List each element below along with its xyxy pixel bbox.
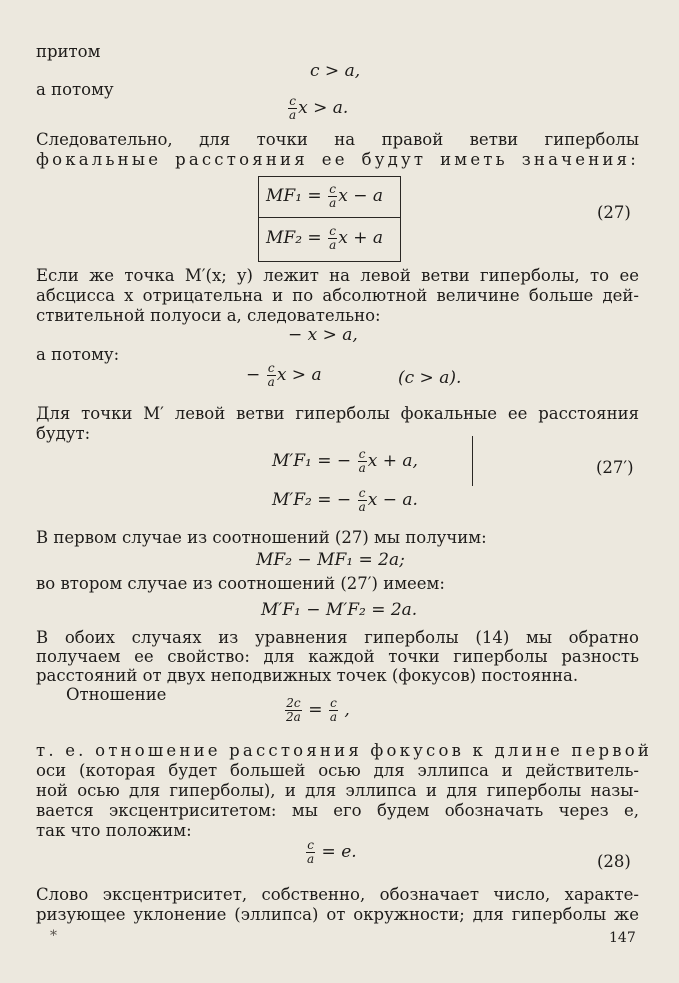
formula-mf1: MF₁ = $\frac{c}{a}$ x − a [266,182,384,210]
star-mark: * [50,928,57,944]
formula-ca-x-gt-a: $\frac{c}{a}$ x > a. [289,94,349,122]
text-line: В первом случае из соотношений (27) мы получим: [36,528,487,547]
text-line: т. е. отношение расстояния фокусов к длине первой [36,741,653,760]
text-line: абсцисса x отрицательна и по абсолютной величине больше дей- [36,286,639,305]
text-line: Для точки M′ левой ветви гиперболы фокальные ее расстояния [36,404,639,423]
formula-mpf2: M′F₂ = − $\frac{c}{a}$ x − a. [272,486,418,514]
formula-diff-2: M′F₁ − M′F₂ = 2a. [261,600,418,620]
brace-mark [466,436,473,486]
formula-neg-ca-x-gt-a: − $\frac{c}{a}$ x > a [246,361,322,389]
equation-number: (27) [597,203,631,222]
text-line: фокальные расстояния ее будут иметь значения: [36,150,639,169]
equation-number: (28) [597,852,631,871]
formula-mf2: MF₂ = $\frac{c}{a}$ x + a [266,224,384,252]
page-number: 147 [609,930,636,946]
text-line: во втором случае из соотношений (27′) имеем: [36,574,445,593]
formula-condition: (c > a). [398,368,462,388]
text-line: вается эксцентриситетом: мы его будем обозначать через e, [36,801,639,820]
text-line: а потому: [36,345,120,364]
equation-number: (27′) [596,458,634,477]
formula-diff-1: MF₂ − MF₁ = 2a; [256,550,405,570]
text-line: так что положим: [36,821,192,840]
text-line: Слово эксцентриситет, собственно, обозначает число, характе- [36,885,639,904]
text-line: а потому [36,80,114,99]
text-line: будут: [36,424,91,443]
formula-minus-x-gt-a: − x > a, [288,325,358,345]
text-line: притом [36,42,101,61]
text-line: Следовательно, для точки на правой ветви гиперболы [36,130,639,149]
text-line: Если же точка M′(x; y) лежит на левой ветви гиперболы, то ее [36,266,639,285]
text-line: ствительной полуоси a, следовательно: [36,306,381,325]
formula-mpf1: M′F₁ = − $\frac{c}{a}$ x + a, [272,447,418,475]
formula-c-gt-a: c > a, [310,61,361,81]
text-line: расстояний от двух неподвижных точек (фокусов) постоянна. [36,666,579,685]
text-line: оси (которая будет большей осью для эллипса и действитель- [36,761,639,780]
text-line: Отношение [66,685,167,704]
text-line: ризующее уклонение (эллипса) от окружности; для гиперболы же [36,905,639,924]
text-line: В обоих случаях из уравнения гиперболы (14) мы обратно [36,628,639,647]
text-line: ной осью для гиперболы), и для эллипса и для гиперболы назы- [36,781,639,800]
formula-ratio: $\frac{2c}{2a}$ = $\frac{c}{a}$ , [286,696,350,724]
text-line: получаем ее свойство: для каждой точки гиперболы разность [36,647,639,666]
formula-e: $\frac{c}{a}$ = e. [307,838,357,866]
